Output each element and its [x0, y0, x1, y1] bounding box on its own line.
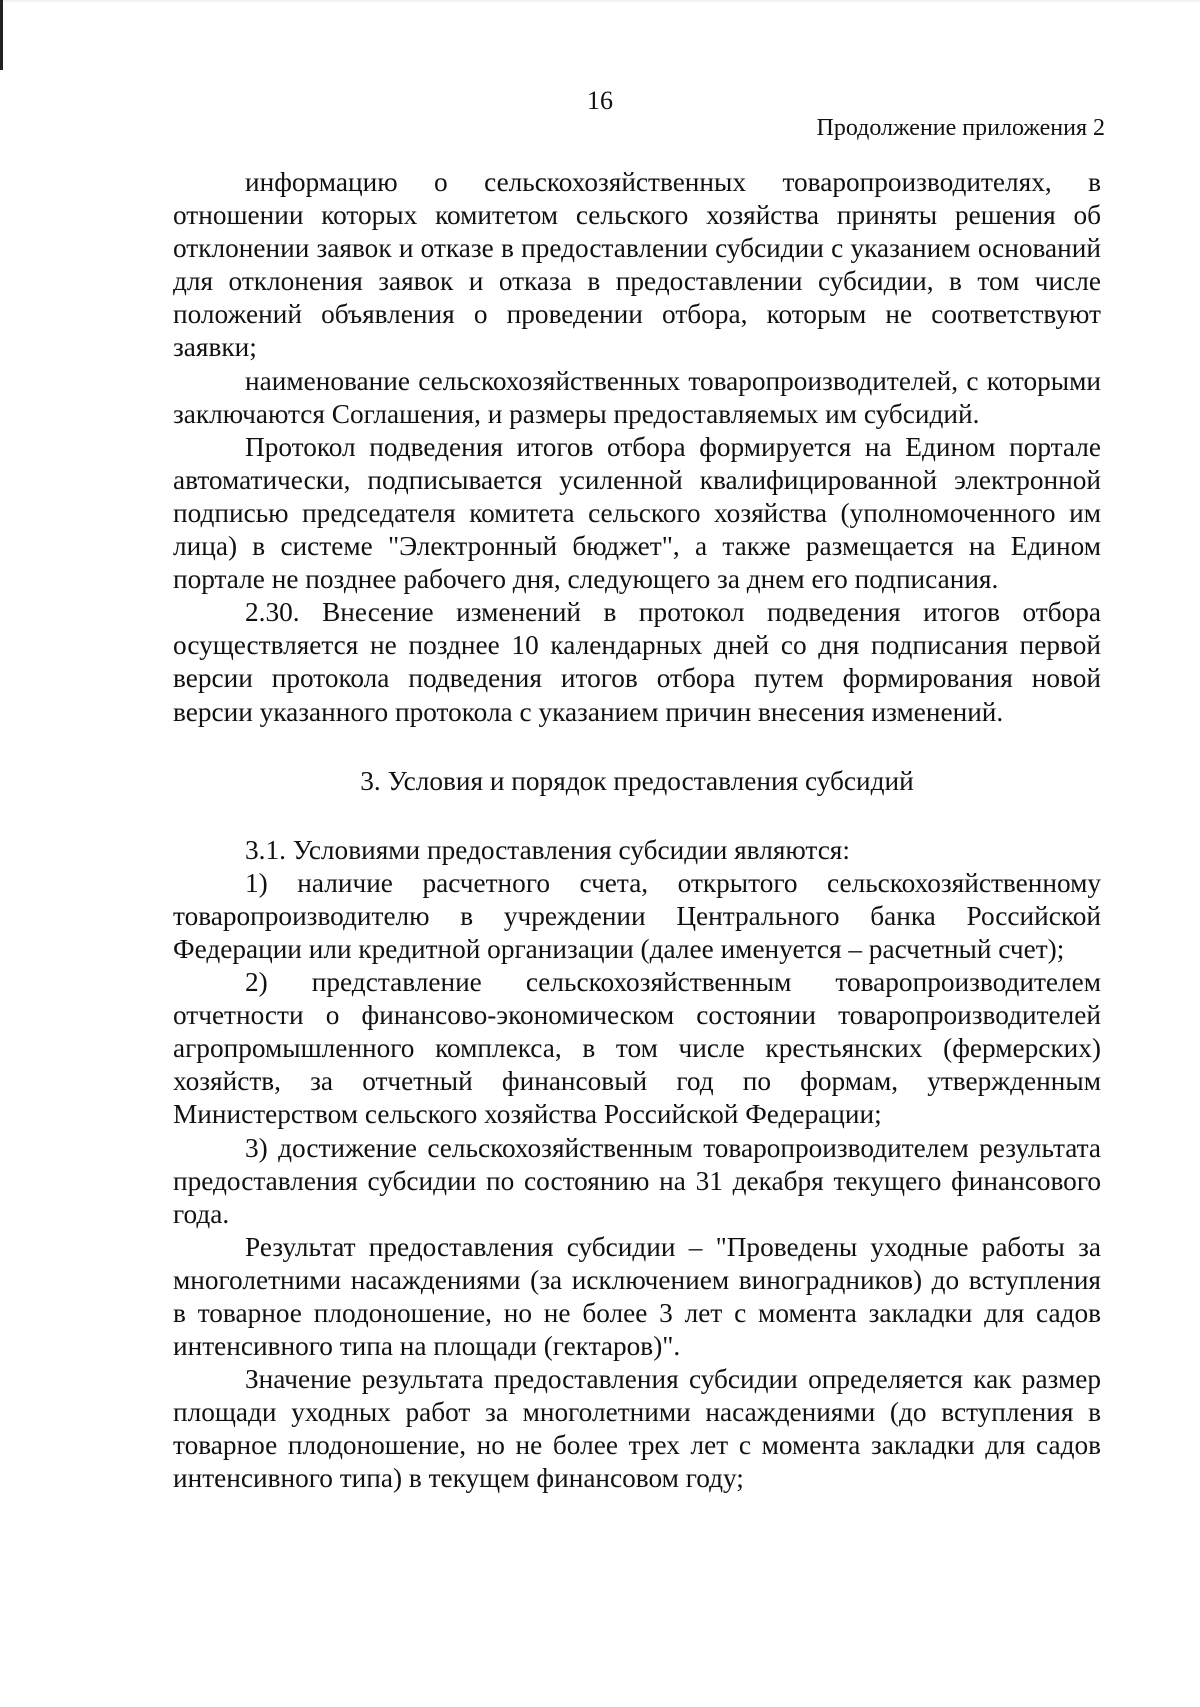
- document-body: [173, 166, 1101, 1496]
- scan-border: [0, 0, 1200, 2]
- scan-edge-mark: [0, 0, 3, 70]
- paragraph: 1) наличие расчетного счета, открытого сельскохозяйственному товаропроизводителю в учреждении Центрального банка Российской Федерации или кредитной организации (далее именуется – расчетный счет);: [173, 867, 1101, 964]
- paragraph: Результат предоставления субсидии – "Проведены уходные работы за многолетними насаждениями (за исключением виноградников) до вступления в товарное плодоношение, но не более 3 лет с момента закладки для садов интенсивного типа на площади (гектаров)".: [173, 1231, 1101, 1362]
- paragraph: Протокол подведения итогов отбора формируется на Едином портале автоматически, подписывается усиленной квалифицированной электронной подписью председателя комитета сельского хозяйства (уполномоченного им лица) в системе "Электронный бюджет", а также размещается на Едином портале не позднее рабочего дня, следующего за днем его подписания.: [173, 431, 1101, 595]
- paragraph: 3.1. Условиями предоставления субсидии являются:: [245, 834, 850, 865]
- paragraph: 2.30. Внесение изменений в протокол подведения итогов отбора осуществляется не позднее 10 календарных дней со дня подписания первой версии протокола подведения итогов отбора путем формирования новой версии указанного протокола с указанием причин внесения изменений.: [173, 597, 1101, 727]
- paragraph: 3) достижение сельскохозяйственным товаропроизводителем результата предоставления субсидии по состоянию на 31 декабря текущего финансового года.: [173, 1132, 1101, 1229]
- page-number: 16: [587, 86, 613, 115]
- paragraph: информацию о сельскохозяйственных товаропроизводителях, в отношении которых комитетом сельского хозяйства приняты решения об отклонении заявок и отказе в предоставлении субсидии с указанием оснований для отклонения заявок и отказа в предоставлении субсидии, в том числе положений объявления о проведении отбора, которым не соответствуют заявки;: [173, 167, 1101, 363]
- section-heading: 3. Условия и порядок предоставления субсидий: [360, 765, 914, 796]
- continuation-label: Продолжение приложения 2: [816, 115, 1105, 141]
- paragraph: Значение результата предоставления субсидии определяется как размер площади уходных работ за многолетними насаждениями (до вступления в товарное плодоношение, но не более трех лет с момента закладки для садов интенсивного типа) в текущем финансовом году;: [173, 1364, 1101, 1494]
- paragraph: 2) представление сельскохозяйственным товаропроизводителем отчетности о финансово-экономическом состоянии товаропроизводителей агропромышленного комплекса, в том числе крестьянских (фермерских) хозяйств, за отчетный финансовый год по формам, утвержденным Министерством сельского хозяйства Российской Федерации;: [173, 967, 1101, 1130]
- paragraph: наименование сельскохозяйственных товаропроизводителей, с которыми заключаются Соглашения, и размеры предоставляемых им субсидий.: [173, 365, 1101, 429]
